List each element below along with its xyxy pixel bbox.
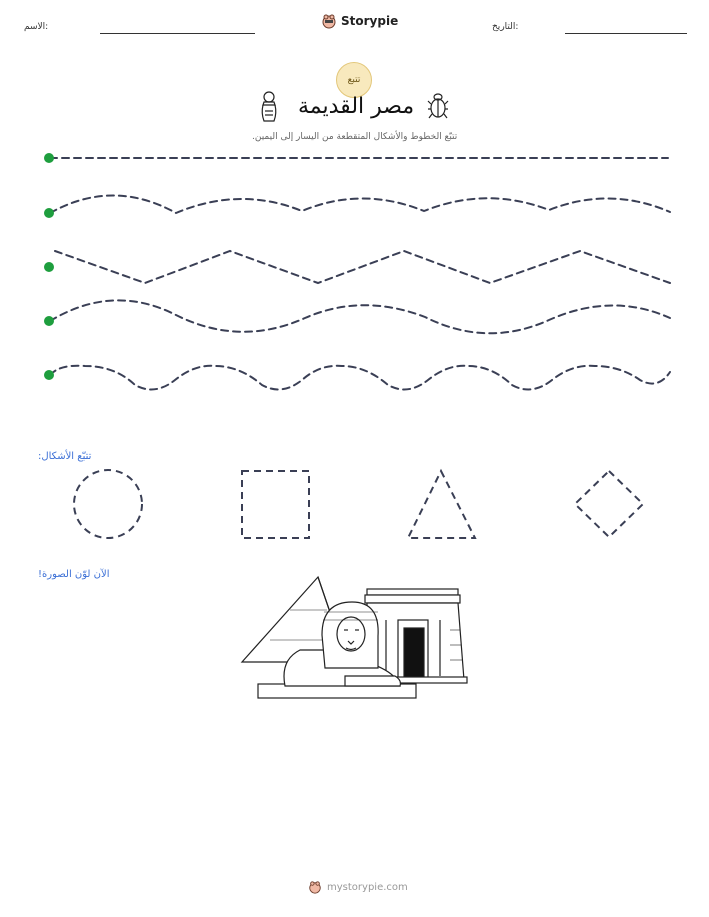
coloring-section-label: الآن لوّن الصورة! [38, 569, 110, 580]
page-title: مصر القديمة [298, 94, 415, 119]
storypie-footer-logo-icon [308, 880, 322, 894]
footer [308, 880, 408, 894]
instructions: تتبّع الخطوط والأشكال المتقطعة من اليسار إلى اليمين. [252, 132, 458, 142]
shapes-section-label: تتبّع الأشكال: [38, 451, 92, 462]
brand-name: Storypie [341, 14, 399, 28]
footer-url[interactable]: mystorypie.com [327, 881, 408, 893]
trace-badge-text: تتبع [347, 75, 361, 85]
date-label: التاريخ: [492, 22, 519, 32]
name-label: الاسم: [24, 22, 49, 32]
